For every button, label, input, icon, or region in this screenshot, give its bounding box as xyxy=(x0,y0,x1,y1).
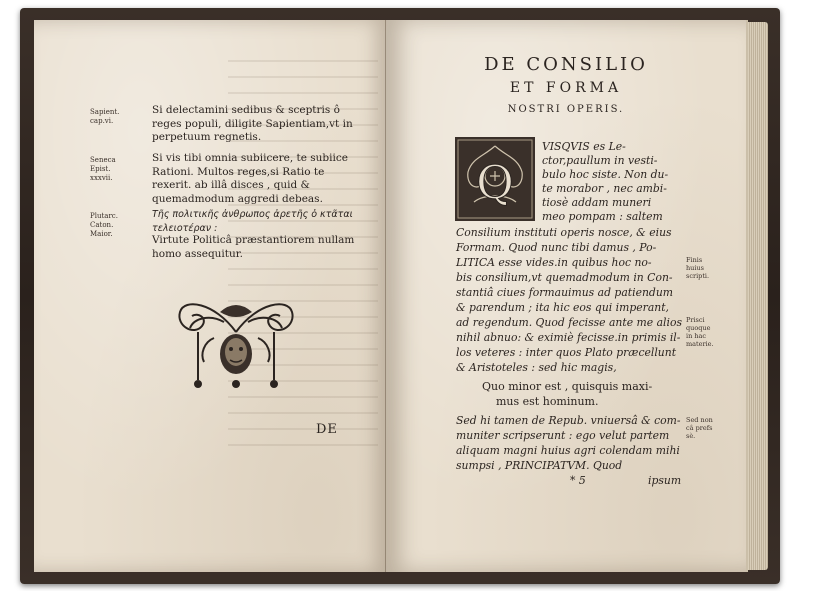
margin-note-sapient: Sapient. cap.vi. xyxy=(90,108,120,125)
text-line: ad regendum. Quod fecisse ante me alios xyxy=(456,316,682,329)
text-line: te morabor , nec ambi- xyxy=(542,182,667,195)
left-page xyxy=(34,20,388,572)
text-line: Formam. Quod nunc tibi damus , Po- xyxy=(456,241,657,254)
text-line: bis consilium,vt quemadmodum in Con- xyxy=(456,271,673,284)
decorated-initial xyxy=(454,136,536,222)
text-line: VISQVIS es Le- xyxy=(542,140,626,153)
chapter-subtitle-2: NOSTRI OPERIS. xyxy=(507,104,625,115)
margin-note-seneca: Seneca Epist. xxxvii. xyxy=(90,156,116,182)
chapter-subtitle: ET FORMA xyxy=(509,80,623,96)
catchword-left: DE xyxy=(316,422,338,437)
catchword-right: ipsum xyxy=(648,474,682,487)
text-line: ctor,paullum in vesti- xyxy=(542,154,658,167)
text-line: nihil abnuo: & eximiè fecisse.in primis il- xyxy=(456,331,681,344)
text-line: bulo hoc siste. Non du- xyxy=(542,168,669,181)
text-line: Consilium instituti operis nosce, & eius xyxy=(456,226,672,239)
right-page xyxy=(386,20,748,572)
passage-sapientia: Si delectamini sedibus & sceptris ô reges populi, diligite Sapientiam,vt in perpetuum regnetis. xyxy=(152,104,353,143)
verse-quote-line: mus est hominum. xyxy=(496,395,599,408)
text-line: Sed hi tamen de Repub. vniuersâ & com- xyxy=(456,414,681,427)
text-line: aliquam magni huius agri colendam mihi xyxy=(456,444,680,457)
chapter-title: DE CONSILIO xyxy=(484,54,648,75)
text-line: muniter scripserunt : ego velut partem xyxy=(456,429,670,442)
margin-note-plutarch: Plutarc. Caton. Maior. xyxy=(90,212,118,238)
text-line: & Aristoteles : sed hic magis, xyxy=(456,361,617,374)
text-line: los veteres : inter quos Plato præcellunt xyxy=(456,346,677,359)
dropcap-letter: Q xyxy=(476,155,514,209)
text-line: meo pompam : saltem xyxy=(542,210,663,223)
winged-mask-ornament xyxy=(174,292,298,398)
side-note: Finis huius scripti. xyxy=(686,256,710,280)
open-book xyxy=(20,8,780,584)
verse-quote-line: Quo minor est , quisquis maxi- xyxy=(482,380,653,393)
text-line: tiosè addam muneri xyxy=(542,196,652,209)
text-line: sumpsi , PRINCIPATVM. Quod xyxy=(456,459,623,472)
text-line: stantiâ ciues formauimus ad patiendum xyxy=(456,286,674,299)
passage-plutarch: Virtute Politicâ præstantiorem nullam homo assequitur. xyxy=(152,234,355,260)
signature-mark: * 5 xyxy=(570,474,586,487)
passage-seneca: Si vis tibi omnia subiicere, te subiice Rationi. Multos reges,si Ratio te rexerit. ab illâ disces , quid & quemadmodum aggredi debeas. xyxy=(152,152,348,205)
text-line: LITICA esse vides.in quibus hoc no- xyxy=(456,256,652,269)
side-note: Sed non câ prefs sè. xyxy=(686,416,713,440)
text-line: & parendum ; ita hic eos qui imperant, xyxy=(456,301,669,314)
greek-quotation: Τῆς πολιτικῆς ἀνθρωπος ἀρετῆς ὁ κτᾶται τελειοτέραν : xyxy=(152,209,353,234)
page-edges xyxy=(746,22,768,570)
side-note: Prisci quoque in hac materie. xyxy=(686,316,714,348)
